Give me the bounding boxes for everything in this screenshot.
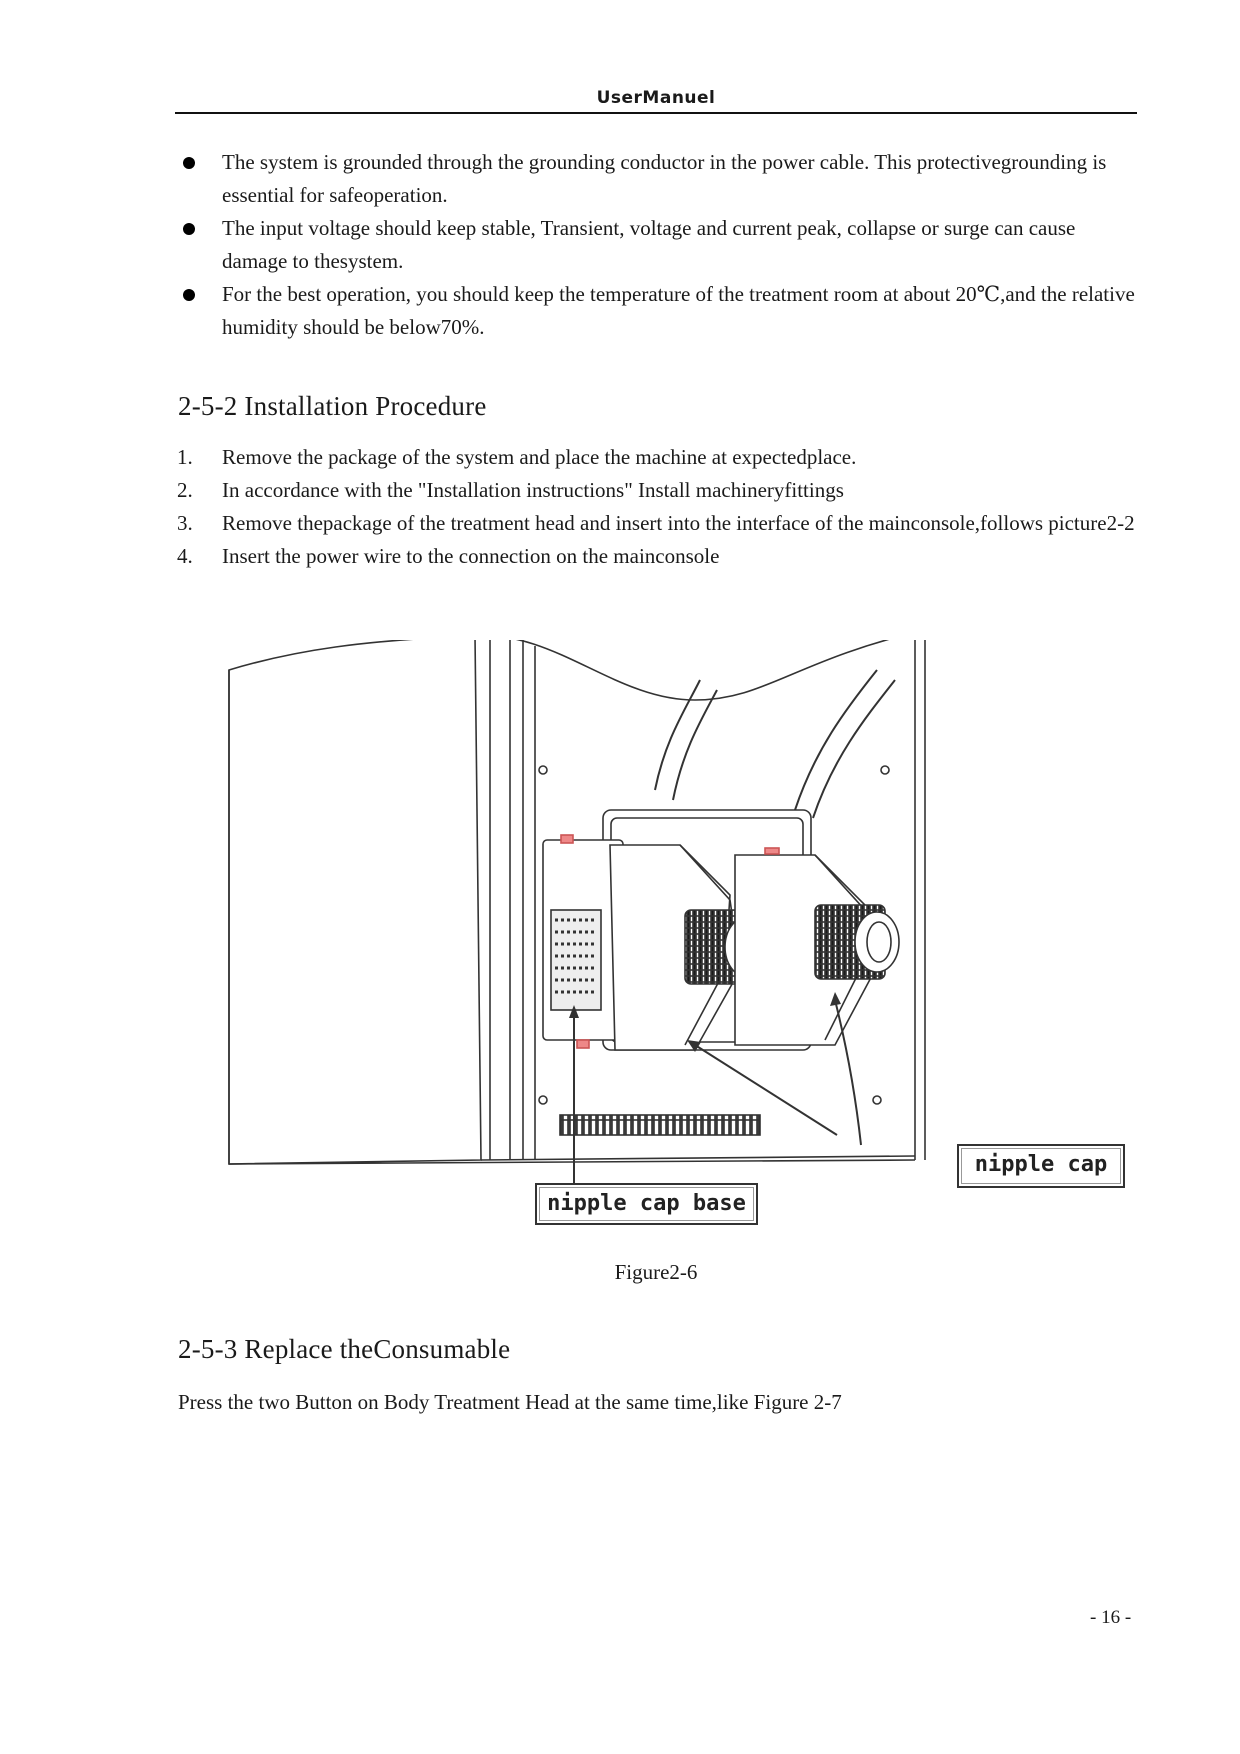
list-item [175,507,1137,540]
list-item [175,212,1137,278]
installation-step-list [175,441,1137,573]
bullet-dot-icon [183,289,195,301]
body-paragraph: Press the two Button on Body Treatment Head at the same time,like Figure 2-7 [178,1390,842,1414]
vent-grille [560,1115,760,1135]
page-number: - 16 - [1090,1607,1132,1628]
callout-nipple-cap: nipple cap [957,1144,1125,1188]
safety-bullet-list [175,146,1137,344]
figure-caption: Figure2-6 [614,1260,698,1284]
list-item [175,146,1137,212]
step-text: Remove thepackage of the treatment head and insert into the interface of the mainconsole,follows picture2-2 [222,511,1135,535]
list-item [175,278,1137,344]
step-number: 3. [177,511,193,535]
section-heading-installation: 2-5-2 Installation Procedure [178,391,487,421]
step-number: 4. [177,544,193,568]
step-text: In accordance with the "Installation instructions" Install machineryfittings [222,478,844,502]
installation-diagram [225,640,1135,1230]
callout-nipple-cap-base: nipple cap base [535,1183,758,1225]
step-text: Insert the power wire to the connection on the mainconsole [222,544,720,568]
bullet-text: For the best operation, you should keep the temperature of the treatment room at about 20℃,and the relative humidity should be below70%. [222,282,1135,339]
step-text: Remove the package of the system and place the machine at expectedplace. [222,445,857,469]
step-number: 1. [177,445,193,469]
list-item [175,540,1137,573]
list-item [175,441,1137,474]
cabinet-top-edge [475,640,925,700]
section-heading-replace: 2-5-3 Replace theConsumable [178,1334,511,1364]
page-header: UserManuel [596,88,716,108]
step-number: 2. [177,478,193,502]
header-rule [175,112,1137,114]
bullet-text: The system is grounded through the grounding conductor in the power cable. This protectivegrounding is essential for safeoperation. [222,150,1107,207]
list-item [175,474,1137,507]
bullet-dot-icon [183,157,195,169]
cabinet-left-panel [229,640,481,1164]
bullet-dot-icon [183,223,195,235]
bullet-text: The input voltage should keep stable, Transient, voltage and current peak, collapse or surge can cause damage to thesystem. [222,216,1076,273]
